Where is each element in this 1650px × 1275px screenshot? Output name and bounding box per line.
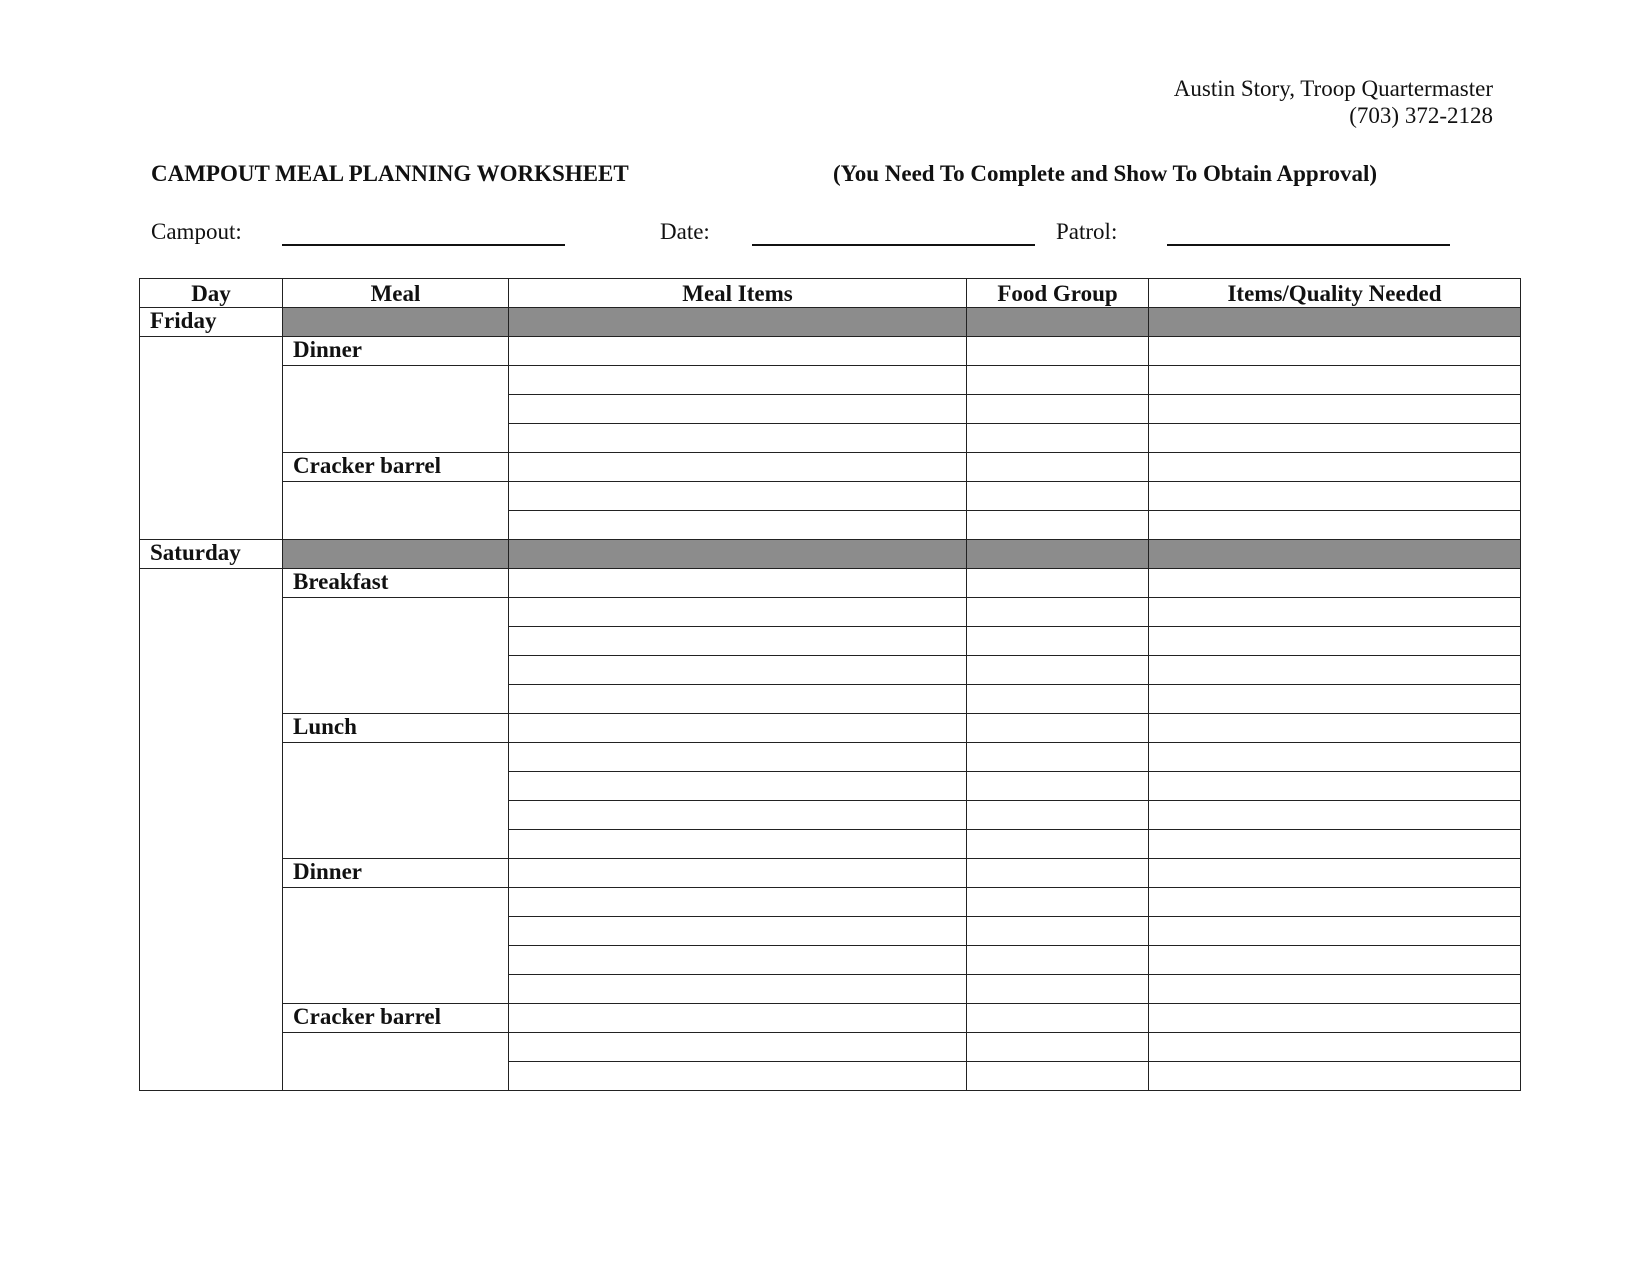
meal-span-cell xyxy=(283,1033,509,1091)
food-group-cell[interactable] xyxy=(967,888,1149,917)
food-group-cell[interactable] xyxy=(967,1062,1149,1091)
food-group-cell[interactable] xyxy=(967,656,1149,685)
quantity-needed-cell[interactable] xyxy=(1149,975,1521,1004)
shaded-cell xyxy=(1149,540,1521,569)
quantity-needed-cell[interactable] xyxy=(1149,627,1521,656)
day-label: Saturday xyxy=(140,540,283,569)
food-group-cell[interactable] xyxy=(967,598,1149,627)
campout-label: Campout: xyxy=(151,219,242,244)
food-group-cell[interactable] xyxy=(967,975,1149,1004)
food-group-cell[interactable] xyxy=(967,859,1149,888)
table-header-row xyxy=(140,279,1521,308)
meal-item-cell[interactable] xyxy=(509,743,967,772)
meal-name: Cracker barrel xyxy=(283,1004,509,1033)
quantity-needed-cell[interactable] xyxy=(1149,366,1521,395)
shaded-cell xyxy=(967,540,1149,569)
food-group-cell[interactable] xyxy=(967,743,1149,772)
meal-name: Cracker barrel xyxy=(283,453,509,482)
quantity-needed-cell[interactable] xyxy=(1149,569,1521,598)
shaded-cell xyxy=(967,308,1149,337)
meal-item-cell[interactable] xyxy=(509,1033,967,1062)
header-items-quality-needed: Items/Quality Needed xyxy=(1149,279,1521,308)
quantity-needed-cell[interactable] xyxy=(1149,1033,1521,1062)
quantity-needed-cell[interactable] xyxy=(1149,946,1521,975)
header-day: Day xyxy=(140,279,283,308)
meal-item-cell[interactable] xyxy=(509,946,967,975)
day-header-row xyxy=(140,540,1521,569)
meal-span-cell xyxy=(283,366,509,453)
quantity-needed-cell[interactable] xyxy=(1149,656,1521,685)
food-group-cell[interactable] xyxy=(967,830,1149,859)
quantity-needed-cell[interactable] xyxy=(1149,598,1521,627)
contact-name: Austin Story, Troop Quartermaster xyxy=(1173,76,1493,101)
meal-item-cell[interactable] xyxy=(509,830,967,859)
quantity-needed-cell[interactable] xyxy=(1149,1004,1521,1033)
quantity-needed-cell[interactable] xyxy=(1149,801,1521,830)
page-title: CAMPOUT MEAL PLANNING WORKSHEET xyxy=(151,161,629,186)
quantity-needed-cell[interactable] xyxy=(1149,859,1521,888)
table-row xyxy=(140,366,1521,395)
quantity-needed-cell[interactable] xyxy=(1149,772,1521,801)
date-field[interactable] xyxy=(752,244,1035,246)
patrol-field[interactable] xyxy=(1167,244,1450,246)
table-row xyxy=(140,743,1521,772)
shaded-cell xyxy=(283,308,509,337)
meal-name: Breakfast xyxy=(283,569,509,598)
shaded-cell xyxy=(283,540,509,569)
meal-item-cell[interactable] xyxy=(509,656,967,685)
meal-item-cell[interactable] xyxy=(509,569,967,598)
food-group-cell[interactable] xyxy=(967,337,1149,366)
quantity-needed-cell[interactable] xyxy=(1149,337,1521,366)
food-group-cell[interactable] xyxy=(967,511,1149,540)
quantity-needed-cell[interactable] xyxy=(1149,830,1521,859)
meal-item-cell[interactable] xyxy=(509,685,967,714)
food-group-cell[interactable] xyxy=(967,366,1149,395)
meal-span-cell xyxy=(283,598,509,714)
food-group-cell[interactable] xyxy=(967,453,1149,482)
day-label: Friday xyxy=(140,308,283,337)
food-group-cell[interactable] xyxy=(967,1033,1149,1062)
table-row xyxy=(140,453,1521,482)
meal-name: Dinner xyxy=(283,859,509,888)
table-row xyxy=(140,714,1521,743)
table-row xyxy=(140,482,1521,511)
meal-item-cell[interactable] xyxy=(509,511,967,540)
meal-item-cell[interactable] xyxy=(509,859,967,888)
meal-item-cell[interactable] xyxy=(509,772,967,801)
table-row xyxy=(140,337,1521,366)
food-group-cell[interactable] xyxy=(967,482,1149,511)
table-body xyxy=(140,308,1521,1091)
meal-item-cell[interactable] xyxy=(509,453,967,482)
food-group-cell[interactable] xyxy=(967,1004,1149,1033)
meal-span-cell xyxy=(283,743,509,859)
meal-item-cell[interactable] xyxy=(509,975,967,1004)
shaded-cell xyxy=(509,308,967,337)
food-group-cell[interactable] xyxy=(967,714,1149,743)
shaded-cell xyxy=(509,540,967,569)
quantity-needed-cell[interactable] xyxy=(1149,888,1521,917)
meal-span-cell xyxy=(283,482,509,540)
quantity-needed-cell[interactable] xyxy=(1149,395,1521,424)
quantity-needed-cell[interactable] xyxy=(1149,511,1521,540)
food-group-cell[interactable] xyxy=(967,917,1149,946)
meal-item-cell[interactable] xyxy=(509,482,967,511)
meal-name: Lunch xyxy=(283,714,509,743)
table-row xyxy=(140,569,1521,598)
quantity-needed-cell[interactable] xyxy=(1149,917,1521,946)
shaded-cell xyxy=(1149,308,1521,337)
meal-span-cell xyxy=(283,888,509,1004)
header-meal: Meal xyxy=(283,279,509,308)
food-group-cell[interactable] xyxy=(967,627,1149,656)
food-group-cell[interactable] xyxy=(967,946,1149,975)
meal-name: Dinner xyxy=(283,337,509,366)
quantity-needed-cell[interactable] xyxy=(1149,1062,1521,1091)
meal-item-cell[interactable] xyxy=(509,366,967,395)
meal-planning-table xyxy=(139,278,1521,1091)
meal-item-cell[interactable] xyxy=(509,337,967,366)
table-row xyxy=(140,598,1521,627)
header-meal-items: Meal Items xyxy=(509,279,967,308)
meal-item-cell[interactable] xyxy=(509,1004,967,1033)
food-group-cell[interactable] xyxy=(967,569,1149,598)
meal-item-cell[interactable] xyxy=(509,801,967,830)
quantity-needed-cell[interactable] xyxy=(1149,482,1521,511)
food-group-cell[interactable] xyxy=(967,772,1149,801)
table-row xyxy=(140,1033,1521,1062)
meal-item-cell[interactable] xyxy=(509,627,967,656)
approval-note: (You Need To Complete and Show To Obtain Approval) xyxy=(833,161,1378,186)
food-group-cell[interactable] xyxy=(967,685,1149,714)
quantity-needed-cell[interactable] xyxy=(1149,424,1521,453)
quantity-needed-cell[interactable] xyxy=(1149,453,1521,482)
meal-item-cell[interactable] xyxy=(509,424,967,453)
meal-item-cell[interactable] xyxy=(509,598,967,627)
table-row xyxy=(140,888,1521,917)
table-row xyxy=(140,1004,1521,1033)
quantity-needed-cell[interactable] xyxy=(1149,743,1521,772)
day-span-cell xyxy=(140,337,283,540)
header-food-group: Food Group xyxy=(967,279,1149,308)
meal-item-cell[interactable] xyxy=(509,917,967,946)
date-label: Date: xyxy=(660,219,710,244)
meal-item-cell[interactable] xyxy=(509,888,967,917)
food-group-cell[interactable] xyxy=(967,801,1149,830)
food-group-cell[interactable] xyxy=(967,395,1149,424)
day-header-row xyxy=(140,308,1521,337)
campout-field[interactable] xyxy=(282,244,565,246)
meal-item-cell[interactable] xyxy=(509,1062,967,1091)
meal-item-cell[interactable] xyxy=(509,395,967,424)
table-row xyxy=(140,859,1521,888)
contact-phone: (703) 372-2128 xyxy=(1349,103,1493,128)
day-span-cell xyxy=(140,569,283,1091)
patrol-label: Patrol: xyxy=(1056,219,1118,244)
food-group-cell[interactable] xyxy=(967,424,1149,453)
quantity-needed-cell[interactable] xyxy=(1149,685,1521,714)
contact-info xyxy=(1174,75,1493,129)
meal-item-cell[interactable] xyxy=(509,714,967,743)
quantity-needed-cell[interactable] xyxy=(1149,714,1521,743)
